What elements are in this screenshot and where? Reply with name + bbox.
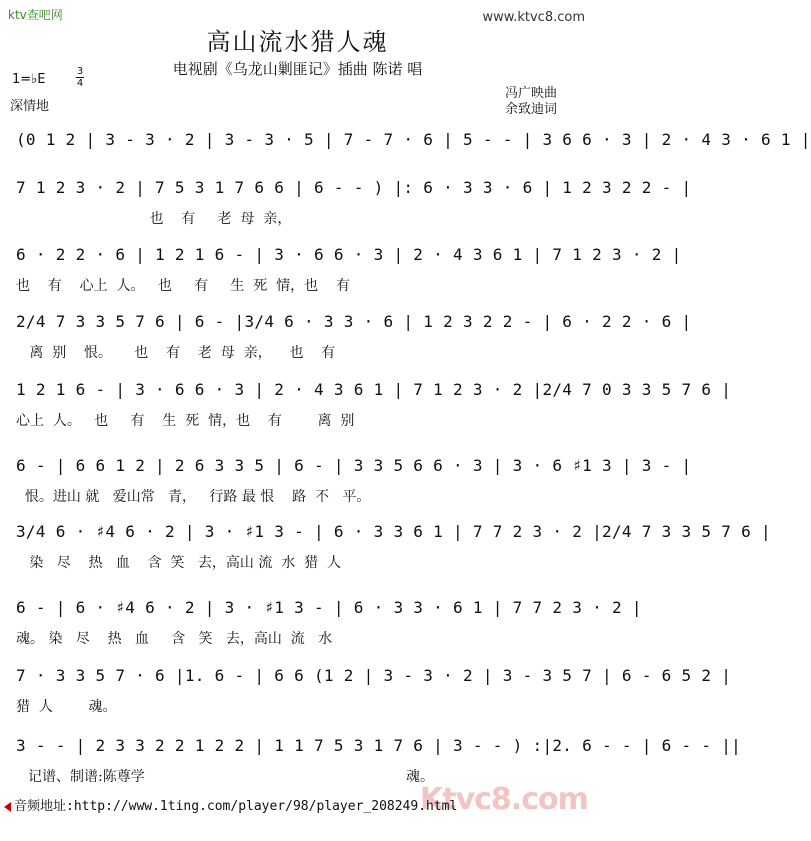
time-signature xyxy=(76,66,84,89)
audio-label: 音频地址: xyxy=(14,799,74,814)
audio-link[interactable]: http://www.1ting.com/player/98/player_208249.html xyxy=(73,799,458,814)
notes-line: 7 1 2 3 · 2 | 7 5 3 1 7 6 6 | 6 - - ) |: 6 · 3 3 · 6 | 1 2 3 2 2 - | xyxy=(16,178,692,197)
watermark-logo: Ktvc8.com xyxy=(420,782,588,817)
lyrics-line: 染 尽 热 血 含 笑 去，高山 流 水 猎 人 xyxy=(16,555,342,571)
song-subtitle: 电视剧《乌龙山剿匪记》插曲 陈诺 唱 xyxy=(172,60,423,78)
ending-lyric: 魂。 xyxy=(406,769,434,785)
time-signature-bottom: 4 xyxy=(76,78,84,89)
notes-line: 1 2 1 6 - | 3 · 6 6 · 3 | 2 · 4 3 6 1 | 7 1 2 3 · 2 |2/4 7 0 3 3 5 7 6 | xyxy=(16,380,732,399)
transcriber-credit: 记谱、制谱:陈尊学 xyxy=(28,769,145,785)
lyricist-credit: 余致迪词 xyxy=(504,102,557,117)
lyrics-line: 猎 人 魂。 xyxy=(16,699,117,715)
lyrics-line: 也 有 老 母 亲， xyxy=(16,211,292,227)
lyrics-line: 魂。 染 尽 热 血 含 笑 去，高山 流 水 xyxy=(16,631,333,647)
score-row-3 xyxy=(16,245,682,309)
site-logo-left: ktv查吧网 xyxy=(8,8,63,22)
score-row-6 xyxy=(16,456,692,520)
score-row-2 xyxy=(16,178,692,242)
notes-line: 6 - | 6 · ♯4 6 · 2 | 3 · ♯1 3 - | 6 · 3 3 · 6 1 | 7 7 2 3 · 2 | xyxy=(16,598,642,617)
notes-line: 3 - - | 2 3 3 2 2 1 2 2 | 1 1 7 5 3 1 7 6 | 3 - - ) :|2. 6 - - | 6 - - || xyxy=(16,736,742,755)
song-title: 高山流水猎人魂 xyxy=(206,28,389,56)
score-row-7 xyxy=(16,522,771,586)
score-row-5 xyxy=(16,380,732,444)
notes-line: 6 - | 6 6 1 2 | 2 6 3 3 5 | 6 - | 3 3 5 6 6 · 3 | 3 · 6 ♯1 3 | 3 - | xyxy=(16,456,692,475)
notes-line: 6 · 2 2 · 6 | 1 2 1 6 - | 3 · 6 6 · 3 | 2 · 4 3 6 1 | 7 1 2 3 · 2 | xyxy=(16,245,682,264)
notes-line: (0 1 2 | 3 - 3 · 2 | 3 - 3 · 5 | 7 - 7 · 6 | 5 - - | 3 6 6 · 3 | 2 · 4 3 · 6 1 | xyxy=(16,130,811,149)
notes-line: 2/4 7 3 3 5 7 6 | 6 - |3/4 6 · 3 3 · 6 | 1 2 3 2 2 - | 6 · 2 2 · 6 | xyxy=(16,312,692,331)
lyrics-line: 恨。进山 就 爱山常 青， 行路 最 恨 路 不 平。 xyxy=(16,489,371,505)
score-row-4 xyxy=(16,312,692,376)
notes-line: 7 · 3 3 5 7 · 6 |1. 6 - | 6 6 (1 2 | 3 - 3 · 2 | 3 - 3 5 7 | 6 - 6 5 2 | xyxy=(16,666,732,685)
lyrics-line: 离 别 恨。 也 有 老 母 亲， 也 有 xyxy=(16,345,336,361)
audio-address xyxy=(4,795,457,814)
composer-credit: 冯广映曲 xyxy=(504,86,557,101)
time-signature-top: 3 xyxy=(76,66,84,77)
score-row-9 xyxy=(16,666,732,730)
lyrics-line: 也 有 心上 人。 也 有 生 死 情，也 有 xyxy=(16,278,350,294)
lyrics-line: 心上 人。 也 有 生 死 情，也 有 离 别 xyxy=(16,413,355,429)
tempo-marking: 深情地 xyxy=(10,99,50,114)
notes-line: 3/4 6 · ♯4 6 · 2 | 3 · ♯1 3 - | 6 · 3 3 6 1 | 7 7 2 3 · 2 |2/4 7 3 3 5 7 6 | xyxy=(16,522,771,541)
speaker-icon xyxy=(4,802,11,812)
score-row-8 xyxy=(16,598,642,662)
key-signature: 1=♭E xyxy=(12,72,46,87)
site-url-right: www.ktvc8.com xyxy=(482,10,585,25)
